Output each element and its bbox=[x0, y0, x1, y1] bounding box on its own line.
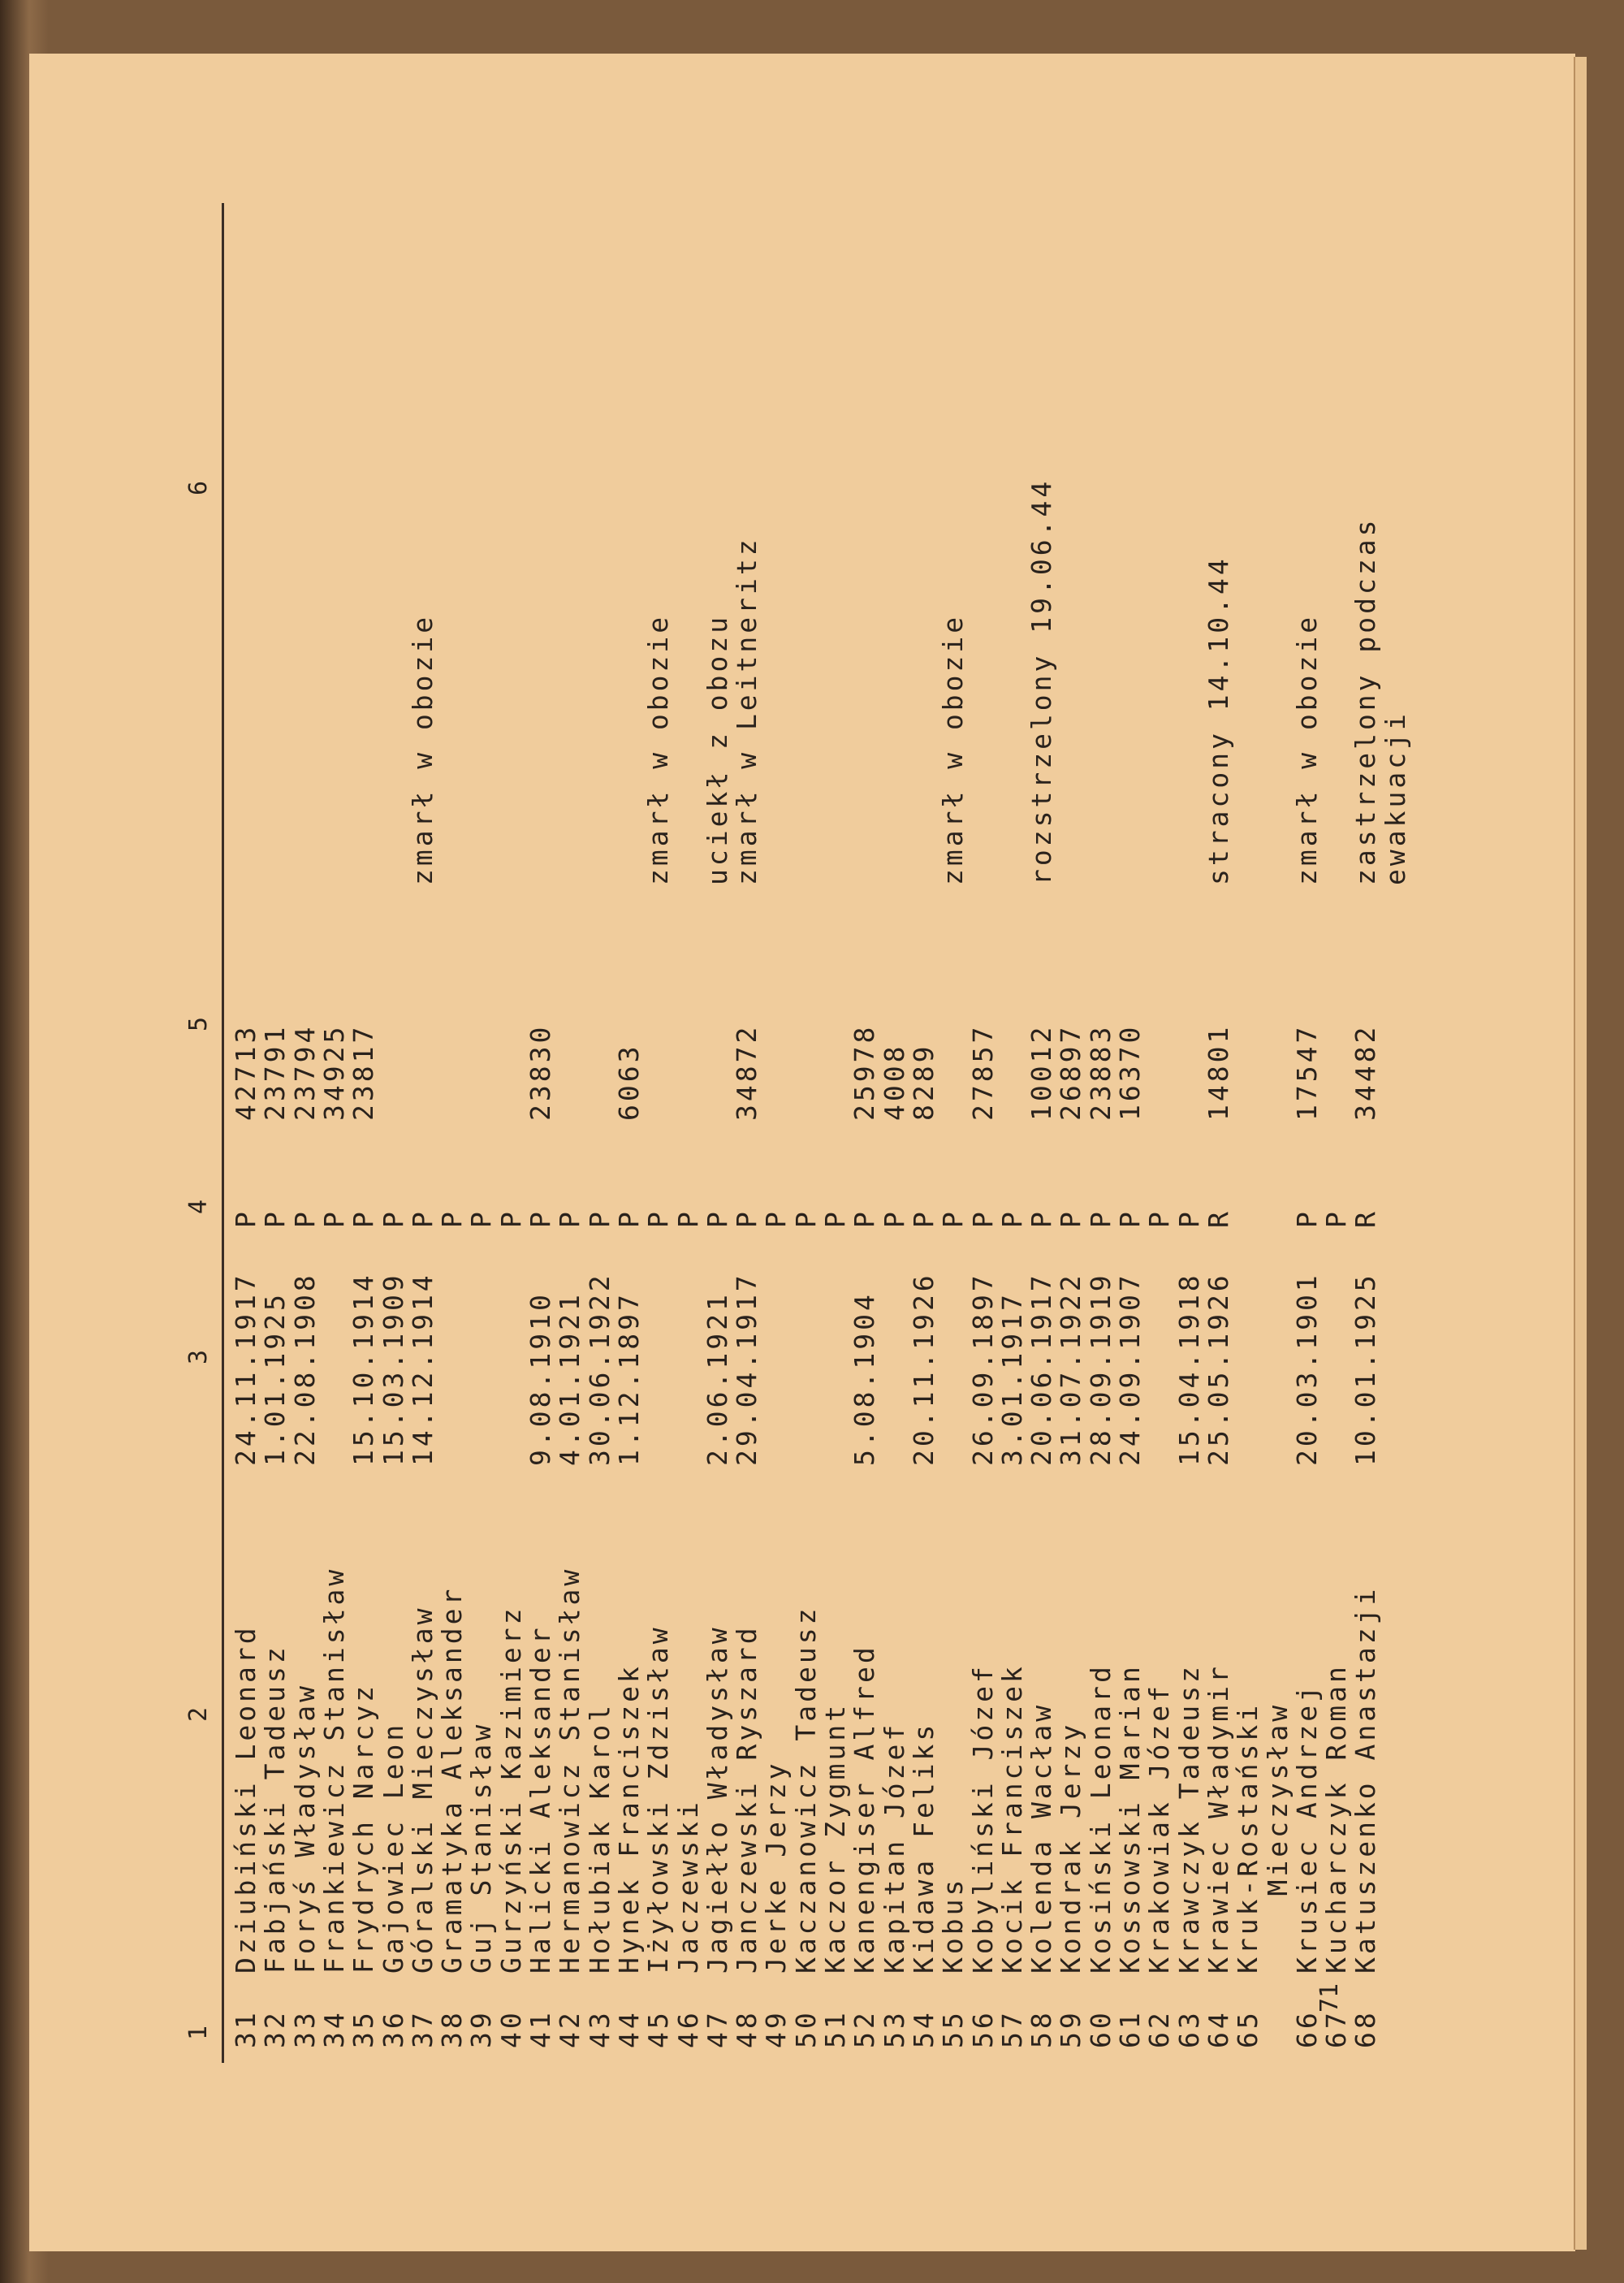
row-number: 45 bbox=[642, 2009, 675, 2048]
camp-number: 23883 bbox=[1084, 1023, 1116, 1121]
person-name: Kanengiser Alfred bbox=[849, 1644, 881, 1974]
row-number: 58 bbox=[1026, 2009, 1058, 2048]
category: P bbox=[465, 1209, 498, 1228]
person-name: Kossowski Marian bbox=[1114, 1663, 1146, 1974]
row-number: 50 bbox=[789, 2009, 822, 2048]
remarks: zmarł w obozie bbox=[406, 613, 438, 885]
category: P bbox=[966, 1209, 999, 1228]
category: P bbox=[878, 1209, 910, 1228]
birth-date: 3.01.1917 bbox=[996, 1291, 1028, 1466]
table-row bbox=[703, 203, 732, 2063]
camp-number: 34925 bbox=[317, 1023, 350, 1121]
category: P bbox=[348, 1209, 380, 1228]
table-row bbox=[1204, 203, 1233, 2063]
row-number: 40 bbox=[495, 2009, 527, 2048]
table-row bbox=[966, 203, 999, 2063]
birth-date: 24.11.1917 bbox=[230, 1272, 261, 1466]
row-number: 35 bbox=[348, 2009, 380, 2048]
person-name: Jagiełło Władysław bbox=[701, 1624, 733, 1974]
person-name: Frankiewicz Stanisław bbox=[317, 1566, 350, 1974]
remarks: zmarł w obozie bbox=[642, 613, 675, 885]
row-number: 62 bbox=[1143, 2009, 1176, 2048]
row-number: 57 bbox=[996, 2009, 1028, 2048]
remarks: uciekł z obozu bbox=[701, 613, 733, 885]
remarks: zmarł w obozie bbox=[1290, 613, 1323, 885]
remarks: rozstrzelony 19.06.44 bbox=[1026, 478, 1058, 885]
birth-date: 5.08.1904 bbox=[849, 1291, 881, 1466]
person-name: Kapitan Józef bbox=[878, 1721, 910, 1974]
row-number: 42 bbox=[554, 2009, 586, 2048]
category: P bbox=[288, 1209, 321, 1228]
table-row bbox=[526, 203, 555, 2063]
category: P bbox=[907, 1209, 939, 1228]
row-number: 37 bbox=[406, 2009, 438, 2048]
camp-number: 23791 bbox=[259, 1023, 292, 1121]
birth-date: 15.04.1918 bbox=[1173, 1272, 1205, 1466]
table-row bbox=[909, 203, 939, 2063]
category: P bbox=[554, 1209, 586, 1228]
table-row bbox=[821, 203, 850, 2063]
category: P bbox=[1320, 1209, 1353, 1228]
table-row bbox=[1175, 203, 1204, 2063]
remarks: zastrzelony podczas bbox=[1350, 517, 1382, 885]
person-name: Hołubiak Karol bbox=[583, 1701, 615, 1974]
header-col-2: 2 bbox=[184, 1705, 213, 1722]
category: P bbox=[317, 1209, 350, 1228]
row-number: 43 bbox=[583, 2009, 615, 2048]
person-name: Kruk-Rostański bbox=[1232, 1701, 1264, 1974]
person-name: Kocik Franciszek bbox=[996, 1663, 1028, 1974]
category: P bbox=[1173, 1209, 1205, 1228]
person-name: Kolenda Wacław bbox=[1026, 1701, 1058, 1974]
category: P bbox=[230, 1209, 261, 1228]
camp-number: 8289 bbox=[907, 1043, 939, 1121]
category: P bbox=[1143, 1209, 1176, 1228]
birth-date: 31.07.1922 bbox=[1055, 1272, 1087, 1466]
person-name: Gajowiec Leon bbox=[377, 1721, 409, 1974]
row-number: 61 bbox=[1114, 2009, 1146, 2048]
category: P bbox=[996, 1209, 1028, 1228]
birth-date: 20.11.1926 bbox=[907, 1272, 939, 1466]
person-name: Kucharczyk Roman bbox=[1320, 1663, 1353, 1974]
birth-date: 1.01.1925 bbox=[259, 1291, 292, 1466]
table-row bbox=[674, 203, 703, 2063]
birth-date: 22.08.1908 bbox=[288, 1272, 321, 1466]
category: P bbox=[583, 1209, 615, 1228]
table-row bbox=[762, 203, 791, 2063]
camp-number: 23830 bbox=[525, 1023, 556, 1121]
page-number: 71 bbox=[1315, 1982, 1344, 2013]
table-row bbox=[317, 203, 350, 2063]
row-number: 48 bbox=[731, 2009, 763, 2048]
table-row bbox=[1027, 203, 1056, 2063]
table-row bbox=[612, 203, 645, 2063]
category: P bbox=[1290, 1209, 1323, 1228]
row-number: 32 bbox=[259, 2009, 292, 2048]
row-number: 53 bbox=[878, 2009, 910, 2048]
remarks: ewakuacji bbox=[1379, 711, 1411, 885]
prisoner-table bbox=[158, 203, 1411, 2063]
person-name: Guj Stanisław bbox=[465, 1721, 498, 1974]
table-row bbox=[1290, 203, 1323, 2063]
person-name: Krakowiak Józef bbox=[1143, 1682, 1176, 1974]
category: P bbox=[495, 1209, 527, 1228]
person-name: Foryś Władysław bbox=[288, 1682, 321, 1974]
person-name: Krusiec Andrzej bbox=[1290, 1682, 1323, 1974]
category: P bbox=[1084, 1209, 1116, 1228]
row-number: 47 bbox=[701, 2009, 733, 2048]
camp-number: 26897 bbox=[1055, 1023, 1087, 1121]
person-name: Kobus bbox=[937, 1876, 970, 1974]
birth-date: 20.03.1901 bbox=[1290, 1272, 1323, 1466]
table-row bbox=[1381, 203, 1410, 2063]
header-col-4: 4 bbox=[184, 1197, 213, 1214]
category: P bbox=[406, 1209, 438, 1228]
camp-number: 25978 bbox=[849, 1023, 881, 1121]
row-number: 67 bbox=[1320, 2009, 1353, 2048]
table-row bbox=[998, 203, 1027, 2063]
camp-number: 23817 bbox=[348, 1023, 380, 1121]
table-row bbox=[1116, 203, 1145, 2063]
row-number: 38 bbox=[436, 2009, 469, 2048]
person-name: Hynek Franciszek bbox=[612, 1663, 645, 1974]
table-row bbox=[644, 203, 673, 2063]
table-row bbox=[732, 203, 762, 2063]
person-name: Janczewski Ryszard bbox=[731, 1624, 763, 1974]
camp-number: 34872 bbox=[731, 1023, 763, 1121]
person-name: Kaczor Zygmunt bbox=[819, 1701, 851, 1974]
table-row bbox=[585, 203, 615, 2063]
category: P bbox=[1055, 1209, 1087, 1228]
row-number: 31 bbox=[230, 2009, 261, 2048]
person-name: Kaczanowicz Tadeusz bbox=[789, 1605, 822, 1974]
birth-date: 20.06.1917 bbox=[1026, 1272, 1058, 1466]
person-name: Katuszenko Anastazji bbox=[1350, 1585, 1382, 1974]
birth-date: 4.01.1921 bbox=[554, 1291, 586, 1466]
row-number: 33 bbox=[288, 2009, 321, 2048]
birth-date: 9.08.1910 bbox=[525, 1291, 556, 1466]
birth-date: 1.12.1897 bbox=[612, 1291, 645, 1466]
camp-number: 6063 bbox=[612, 1043, 645, 1121]
person-name: Kidawa Feliks bbox=[907, 1721, 939, 1974]
row-number: 51 bbox=[819, 2009, 851, 2048]
person-name: Kondrak Jerzy bbox=[1055, 1721, 1087, 1974]
table-row bbox=[497, 203, 526, 2063]
person-name: Kobyliński Józef bbox=[966, 1663, 999, 1974]
camp-number: 34482 bbox=[1350, 1023, 1382, 1121]
birth-date: 15.10.1914 bbox=[348, 1272, 380, 1466]
row-number: 55 bbox=[937, 2009, 970, 2048]
camp-number: 10012 bbox=[1026, 1023, 1058, 1121]
table-row bbox=[850, 203, 879, 2063]
table-row bbox=[438, 203, 467, 2063]
person-name: Halicki Aleksander bbox=[525, 1624, 556, 1974]
birth-date: 2.06.1921 bbox=[701, 1291, 733, 1466]
row-number: 39 bbox=[465, 2009, 498, 2048]
category: P bbox=[731, 1209, 763, 1228]
row-number: 41 bbox=[525, 2009, 556, 2048]
table-row bbox=[288, 203, 321, 2063]
person-name: Kosiński Leonard bbox=[1084, 1663, 1116, 1974]
header-col-5: 5 bbox=[184, 1014, 213, 1031]
header-rule bbox=[222, 203, 224, 2063]
person-name: Dziubiński Leonard bbox=[230, 1624, 261, 1974]
header-col-1: 1 bbox=[184, 2023, 213, 2040]
table-row bbox=[231, 203, 261, 2063]
person-name: Hermanowicz Stanisław bbox=[554, 1566, 586, 1974]
camp-number: 42713 bbox=[230, 1023, 261, 1121]
category: P bbox=[436, 1209, 469, 1228]
row-number: 44 bbox=[612, 2009, 645, 2048]
table-row bbox=[467, 203, 496, 2063]
remarks: stracony 14.10.44 bbox=[1202, 556, 1234, 885]
category: P bbox=[1114, 1209, 1146, 1228]
category: R bbox=[1350, 1209, 1382, 1228]
row-number: 56 bbox=[966, 2009, 999, 2048]
row-number: 36 bbox=[377, 2009, 409, 2048]
row-number: 66 bbox=[1290, 2009, 1323, 2048]
page-edge bbox=[1574, 57, 1587, 2250]
birth-date: 24.09.1907 bbox=[1114, 1272, 1146, 1466]
category: P bbox=[642, 1209, 675, 1228]
table-row bbox=[379, 203, 408, 2063]
table-row bbox=[408, 203, 438, 2063]
category: P bbox=[672, 1209, 704, 1228]
camp-number: 16370 bbox=[1114, 1023, 1146, 1121]
table-row bbox=[1086, 203, 1116, 2063]
row-number: 60 bbox=[1084, 2009, 1116, 2048]
table-row bbox=[1233, 203, 1263, 2063]
table-row bbox=[880, 203, 909, 2063]
header-col-6: 6 bbox=[184, 478, 213, 495]
person-name: Mieczysław bbox=[1261, 1701, 1294, 1974]
table-row bbox=[1056, 203, 1086, 2063]
table-row bbox=[1263, 203, 1293, 2063]
birth-date: 10.01.1925 bbox=[1350, 1272, 1382, 1466]
table-row bbox=[1351, 203, 1380, 2063]
category: P bbox=[937, 1209, 970, 1228]
birth-date: 15.03.1909 bbox=[377, 1272, 409, 1466]
row-number: 52 bbox=[849, 2009, 881, 2048]
row-number: 63 bbox=[1173, 2009, 1205, 2048]
category: P bbox=[612, 1209, 645, 1228]
remarks: zmarł w Leitneritz bbox=[731, 536, 763, 885]
category: R bbox=[1202, 1209, 1234, 1228]
category: P bbox=[819, 1209, 851, 1228]
birth-date: 26.09.1897 bbox=[966, 1272, 999, 1466]
table-row bbox=[261, 203, 290, 2063]
birth-date: 28.09.1919 bbox=[1084, 1272, 1116, 1466]
remarks: zmarł w obozie bbox=[937, 613, 970, 885]
table-row bbox=[349, 203, 378, 2063]
birth-date: 25.05.1926 bbox=[1202, 1272, 1234, 1466]
category: P bbox=[259, 1209, 292, 1228]
table-row bbox=[939, 203, 968, 2063]
birth-date: 14.12.1914 bbox=[406, 1272, 438, 1466]
person-name: Gurzyński Kazimierz bbox=[495, 1605, 527, 1974]
row-number: 46 bbox=[672, 2009, 704, 2048]
row-number: 49 bbox=[760, 2009, 793, 2048]
camp-number: 27857 bbox=[966, 1023, 999, 1121]
person-name: Frydrych Narcyz bbox=[348, 1682, 380, 1974]
camp-number: 23794 bbox=[288, 1023, 321, 1121]
person-name: Jaczewski bbox=[672, 1799, 704, 1974]
row-number: 59 bbox=[1055, 2009, 1087, 2048]
table-row bbox=[1322, 203, 1351, 2063]
person-name: Krawiec Władymir bbox=[1202, 1663, 1234, 1974]
person-name: Fabjański Tadeusz bbox=[259, 1644, 292, 1974]
person-name: Krawczyk Tadeusz bbox=[1173, 1663, 1205, 1974]
birth-date: 29.04.1917 bbox=[731, 1272, 763, 1466]
row-number: 65 bbox=[1232, 2009, 1264, 2048]
category: P bbox=[849, 1209, 881, 1228]
camp-number: 17547 bbox=[1290, 1023, 1323, 1121]
person-name: Jerke Jerzy bbox=[760, 1760, 793, 1974]
category: P bbox=[789, 1209, 822, 1228]
row-number: 54 bbox=[907, 2009, 939, 2048]
camp-number: 14801 bbox=[1202, 1023, 1234, 1121]
birth-date: 30.06.1922 bbox=[583, 1272, 615, 1466]
person-name: Gramatyka Aleksander bbox=[436, 1585, 469, 1974]
table-row bbox=[555, 203, 585, 2063]
category: P bbox=[525, 1209, 556, 1228]
person-name: Iżyłowski Zdzisław bbox=[642, 1624, 675, 1974]
row-number: 34 bbox=[317, 2009, 350, 2048]
category: P bbox=[1026, 1209, 1058, 1228]
row-number: 64 bbox=[1202, 2009, 1234, 2048]
category: P bbox=[377, 1209, 409, 1228]
category: P bbox=[701, 1209, 733, 1228]
table-row bbox=[789, 203, 822, 2063]
header-col-3: 3 bbox=[184, 1347, 213, 1364]
camp-number: 4008 bbox=[878, 1043, 910, 1121]
row-number: 68 bbox=[1350, 2009, 1382, 2048]
table-row bbox=[1145, 203, 1174, 2063]
person-name: Góralski Mieczysław bbox=[406, 1605, 438, 1974]
category: P bbox=[760, 1209, 793, 1228]
